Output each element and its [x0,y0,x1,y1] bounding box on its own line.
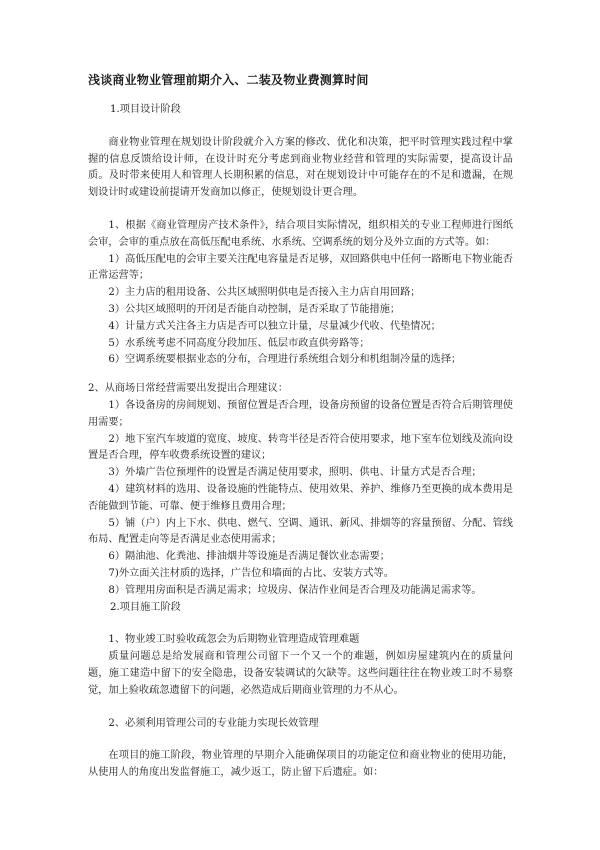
list-item: 6）隔油池、化粪池、排油烟井等设施是否满足餐饮业态需要； [108,551,390,563]
list-item: 2）地下室汽车坡道的宽度、坡度、转弯半径是否符合使用要求，地下室车位划线及流向设置是否合理，停车收费系统设置的建议； [88,433,513,462]
list-item: 3）公共区域照明的开闭是否能自动控制，是否采取了节能措施； [108,303,401,315]
subsection-heading: 2、必须利用管理公司的专业能力实现长效管理 [108,717,319,729]
document-body [88,102,513,782]
document-title: 浅谈商业物业管理前期介入、二装及物业费测算时间 [88,73,369,87]
list-item: 5）铺（户）内上下水、供电、燃气、空调、通讯、新风、排烟等的容量预留、分配、管线布局、配置走向等是否满足业态使用需求； [88,517,513,546]
list-item: 1）各设备房的房间规划、预留位置是否合理，设备房预留的设备位置是否符合后期管理使用需要； [88,399,513,428]
subsection-heading: 1、物业竣工时验收疏忽会为后期物业管理造成管理难题 [108,634,360,646]
list-item: 4）建筑材料的选用、设备设施的性能特点、使用效果、养护、维修乃至更换的成本费用是否能做到节能、可靠、便于维修且费用合理； [88,483,513,512]
list-item: 1）高低压配电的会审主要关注配电容量是否足够，双回路供电中任何一路断电下物业能否正常运营等； [88,253,513,282]
list-item: 6）空调系统要根据业态的分布，合理进行系统组合划分和机组制冷量的选择； [108,354,462,366]
list-item: 4）计量方式关注各主力店是否可以独立计量，尽量减少代收、代垫情况； [108,320,441,332]
section-heading-construction: 2.项目施工阶段 [110,601,181,613]
subsection-paragraph: 质量问题总是给发展商和管理公司留下一个又一个的难题，例如房屋建筑内在的质量问题，施工建造中留下的安全隐患，设备安装调试的欠缺等。这些问题往往在物业竣工时不易察觉，加上验收疏忽遗留下的问题，必然造成后期商业管理的力不从心。 [88,651,513,696]
point2-paragraph: 2、从商场日常经营需要出发提出合理建议： [88,383,289,395]
list-item: 2）主力店的租用设备、公共区域照明供电是否接入主力店自用回路； [108,287,421,299]
list-item: 8）管理用房面积是否满足需求；垃圾房、保洁作业间是否合理及功能满足需求等。 [108,584,482,596]
list-item: 7)外立面关注材质的选择，广告位和墙面的占比、安装方式等。 [108,567,394,579]
section-heading-design: 1.项目设计阶段 [110,104,181,115]
point1-paragraph: 1、根据《商业管理房产技术条件》，结合项目实际情况，组织相关的专业工程师进行图纸会审，会审的重点放在高低压配电系统、水系统、空调系统的划分及外立面的方式等。如： [88,219,513,248]
list-item: 5）水系统考虑不同高度分段加压、低层市政直供旁路等； [108,337,370,349]
subsection-paragraph: 在项目的施工阶段，物业管理的早期介入能确保项目的功能定位和商业物业的使用功能，从使用人的角度出发监督施工，减少返工，防止留下后遗症。如： [88,750,513,779]
intro-paragraph: 商业物业管理在规划设计阶段就介入方案的修改、优化和决策，把平时管理实践过程中掌握的信息反馈给设计师，在设计时充分考虑到商业物业经营和管理的实际需要，提高设计品质。及时带来使用人和管理人长期积累的信息，对在规划设计中可能存在的不足和遗漏，在规划设计时或建设前提请开发商加以修正，使规划设计更合理。 [88,136,513,199]
list-item: 3）外墙广告位预埋件的设置是否满足使用要求，照明、供电、计量方式是否合理； [108,467,482,479]
